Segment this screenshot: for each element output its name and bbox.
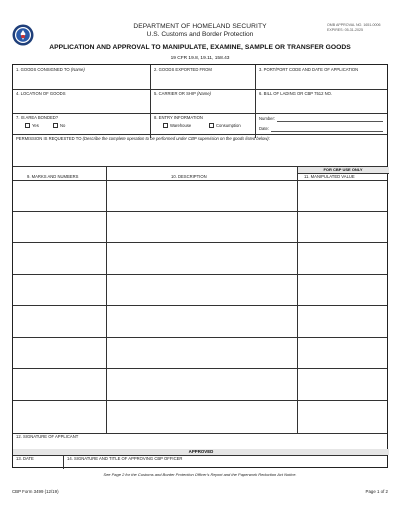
bonded-yes-label: Yes: [32, 122, 39, 128]
form-title: APPLICATION AND APPROVAL TO MANIPULATE, EXAMINE, SAMPLE OR TRANSFER GOODS: [49, 44, 351, 51]
approved-header: APPROVED: [13, 449, 389, 455]
approve-date-label: 13. DATE: [16, 455, 34, 461]
table-row[interactable]: [13, 337, 389, 368]
signature-applicant-label: 12. SIGNATURE OF APPLICANT: [16, 434, 79, 439]
table-row[interactable]: [13, 368, 389, 400]
goods-consigned-to-label: 1. GOODS CONSIGNED TO (Name): [16, 66, 85, 72]
entry-date-field[interactable]: [271, 131, 383, 132]
approve-date-field[interactable]: [13, 461, 63, 469]
agency-name: U.S. Customs and Border Protection: [146, 31, 254, 38]
entry-information-label: 8. ENTRY INFORMATION: [154, 115, 203, 120]
goods-exported-from-label: 2. GOODS EXPORTED FROM: [154, 66, 212, 72]
footer-note: See Page 2 for the Customs and Border Protection Officer's Report and the Paperwork Reduction Act Notice.: [103, 472, 297, 477]
table-row[interactable]: [13, 211, 389, 242]
form-number: CBP Form 3499 (12/19): [12, 489, 59, 494]
permission-requested-label: PERMISSION IS REQUESTED TO (Describe the complete operation to be performed under CBP supervision on the goods listed below):: [16, 135, 270, 141]
omb-expires: EXPIRES: 05-31-2025: [327, 28, 363, 32]
entry-date-label: Date:: [259, 126, 270, 131]
table-row[interactable]: [13, 242, 389, 274]
permission-description-field[interactable]: [13, 142, 389, 165]
bill-of-lading-label: 6. BILL OF LADING OR CBP 7512 NO.: [259, 91, 333, 96]
description-header: 10. DESCRIPTION: [171, 173, 207, 179]
table-row[interactable]: [13, 180, 389, 211]
bonded-yes-checkbox[interactable]: [25, 123, 30, 128]
manipulated-value-header: 11. MANIPULATED VALUE: [304, 173, 355, 179]
consumption-label: Consumption: [216, 122, 241, 128]
application-form: [12, 64, 388, 468]
department-name: DEPARTMENT OF HOMELAND SECURITY: [133, 23, 267, 30]
carrier-or-ship-label: 5. CARRIER OR SHIP (Name): [154, 91, 211, 96]
port-code-date-label: 3. PORT/PORT CODE AND DATE OF APPLICATION: [259, 66, 359, 72]
page-number: Page 1 of 2: [365, 489, 388, 494]
omb-approval: OMB APPROVAL NO. 1651-0006: [327, 23, 381, 27]
is-area-bonded-label: 7. IS AREA BONDED?: [16, 115, 59, 120]
entry-number-label: Number:: [259, 116, 276, 121]
cfr-reference: 19 CFR 19.8, 19.11, 158.43: [170, 56, 230, 61]
entry-number-field[interactable]: [277, 121, 383, 122]
marks-numbers-header: 9. MARKS AND NUMBERS: [27, 173, 79, 179]
cbp-use-only-header: FOR CBP USE ONLY: [297, 167, 389, 173]
consumption-checkbox[interactable]: [209, 123, 214, 128]
location-of-goods-label: 4. LOCATION OF GOODS: [16, 91, 66, 96]
approve-signature-label: 14. SIGNATURE AND TITLE OF APPROVING CBP OFFICER: [67, 455, 183, 461]
warehouse-label: Warehouse: [170, 122, 192, 128]
table-row[interactable]: [13, 305, 389, 337]
table-row[interactable]: [13, 274, 389, 305]
signature-applicant-field[interactable]: [13, 439, 389, 449]
approve-signature-field[interactable]: [63, 461, 389, 469]
table-row[interactable]: [13, 400, 389, 433]
warehouse-checkbox[interactable]: [163, 123, 168, 128]
bonded-no-label: No: [60, 122, 66, 128]
bonded-no-checkbox[interactable]: [53, 123, 58, 128]
